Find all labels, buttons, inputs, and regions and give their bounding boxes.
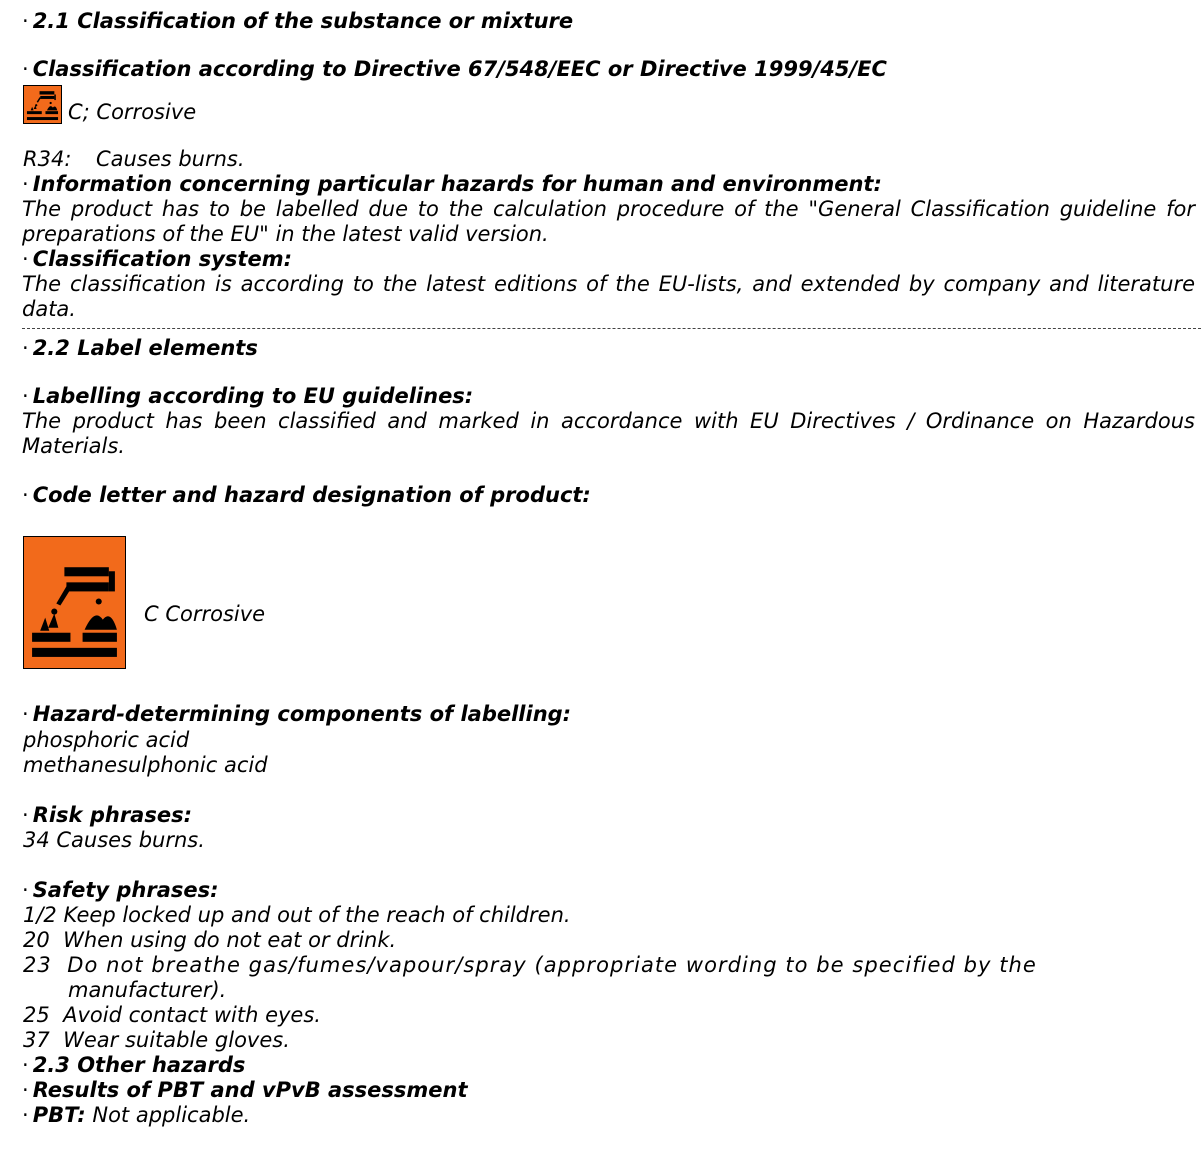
- component-item: phosphoric acid: [23, 728, 190, 752]
- safety-phrase-item: 1/2 Keep locked up and out of the reach of children.: [23, 903, 571, 927]
- labelling-text: The product has been classified and marked in accordance with EU Directives / Ordinance on Hazardous Materials.: [22, 409, 1195, 458]
- pbt-heading: · Results of PBT and vPvB assessment: [22, 1078, 468, 1102]
- safety-phrases-heading: · Safety phrases:: [22, 878, 219, 902]
- safety-phrase-item: 25 Avoid contact with eyes.: [23, 1003, 321, 1027]
- info-heading: · Information concerning particular hazards for human and environment:: [22, 172, 882, 196]
- info-text: The product has to be labelled due to the calculation procedure of the "General Classification guideline for preparations of the EU" in the latest valid version.: [22, 197, 1195, 246]
- corrosive-hazard-icon: [23, 85, 62, 124]
- corrosive-hazard-icon-large: [23, 536, 126, 669]
- section-divider: [22, 328, 1201, 329]
- safety-phrase-item: 37 Wear suitable gloves.: [23, 1028, 290, 1052]
- section-heading-2-2: · 2.2 Label elements: [22, 336, 258, 360]
- system-heading: · Classification system:: [22, 247, 292, 271]
- risk-phrase-item: 34 Causes burns.: [23, 828, 205, 852]
- classification-heading: · Classification according to Directive 67/548/EEC or Directive 1999/45/EC: [22, 57, 887, 81]
- system-text: The classification is according to the latest editions of the EU-lists, and extended by company and literature data.: [22, 272, 1195, 321]
- pbt-line: · PBT: Not applicable.: [22, 1103, 251, 1127]
- symbol-caption-small: C; Corrosive: [68, 100, 197, 124]
- section-heading-2-1: · 2.1 Classification of the substance or mixture: [22, 9, 574, 33]
- safety-phrase-item: 20 When using do not eat or drink.: [23, 928, 397, 952]
- code-heading: · Code letter and hazard designation of product:: [22, 483, 591, 507]
- symbol-caption-large: C Corrosive: [144, 602, 266, 626]
- risk-code-line: R34: Causes burns.: [23, 147, 245, 171]
- section-heading-2-3: · 2.3 Other hazards: [22, 1053, 246, 1077]
- labelling-heading: · Labelling according to EU guidelines:: [22, 384, 474, 408]
- components-heading: · Hazard-determining components of labelling:: [22, 702, 572, 726]
- component-item: methanesulphonic acid: [23, 753, 268, 777]
- risk-phrases-heading: · Risk phrases:: [22, 803, 192, 827]
- safety-phrase-continuation: manufacturer).: [68, 978, 227, 1002]
- safety-phrase-item: 23 Do not breathe gas/fumes/vapour/spray (appropriate wording to be specified by the: [23, 953, 1037, 977]
